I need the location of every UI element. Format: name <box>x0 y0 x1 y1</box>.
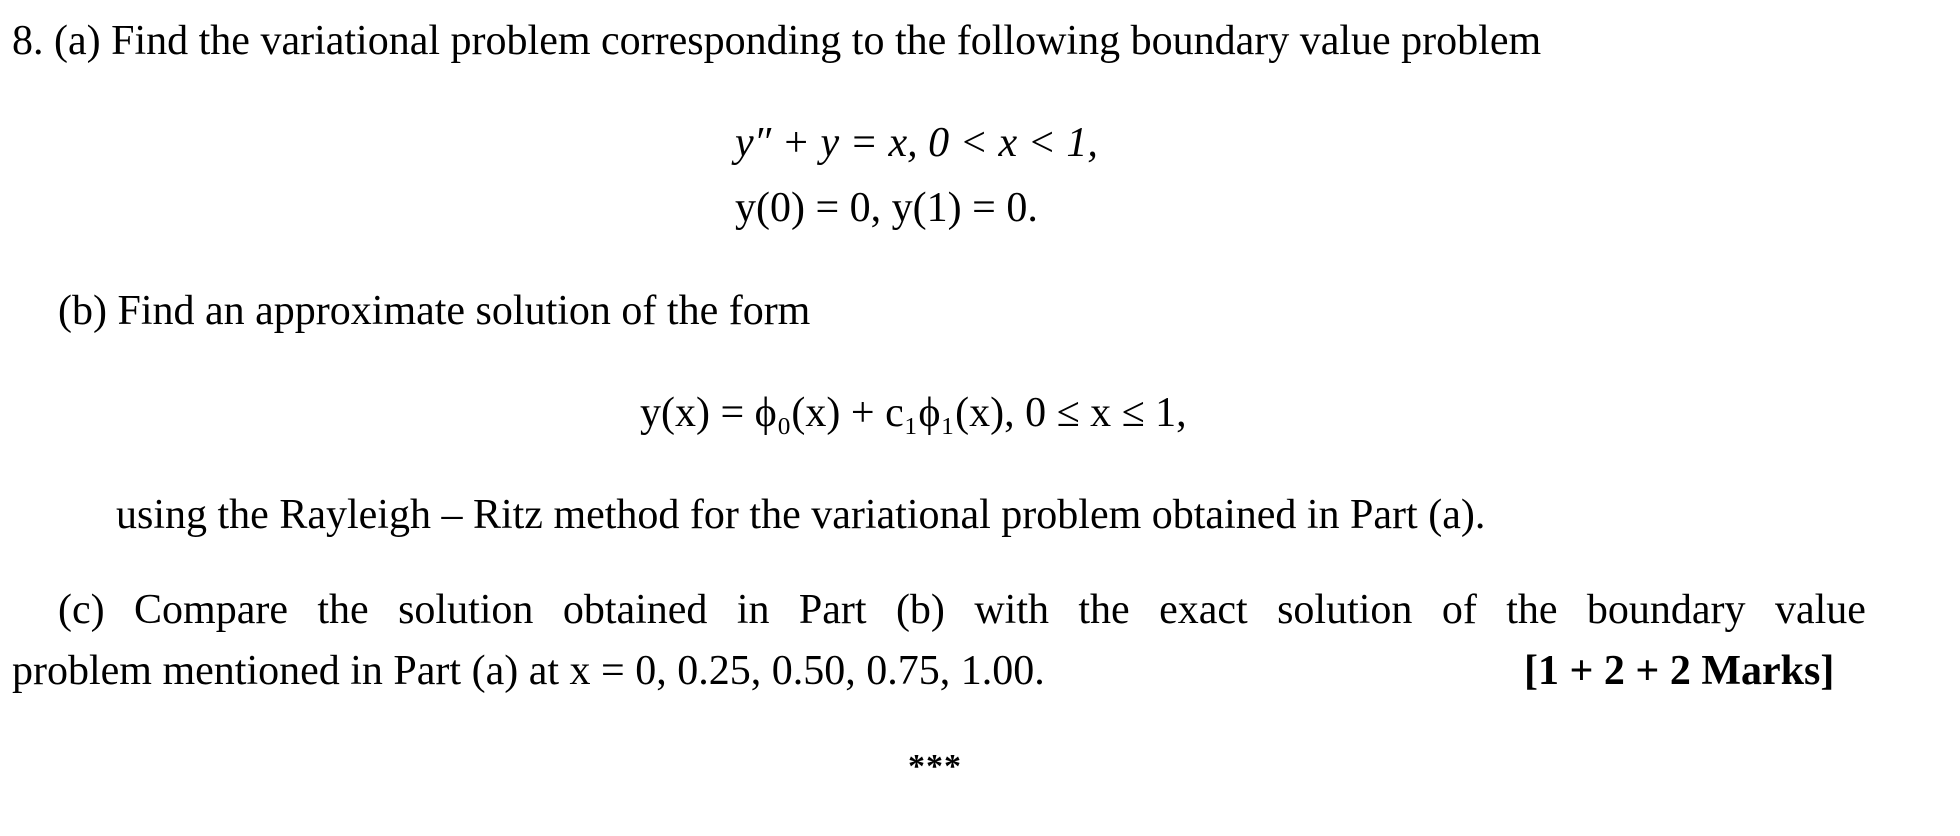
part-c-word: solution <box>1277 587 1413 633</box>
part-c-word: (b) <box>895 587 945 633</box>
part-c-word: in <box>736 587 770 633</box>
approx-solution-equation: y(x) = ϕ₀(x) + c₁ϕ₁(x), 0 ≤ x ≤ 1, <box>640 390 1187 436</box>
marks-label: [1 + 2 + 2 Marks] <box>1524 648 1835 694</box>
part-b-text: (b) Find an approximate solution of the form <box>58 288 811 334</box>
part-c-word: boundary <box>1586 587 1746 633</box>
end-marker: *** <box>908 748 962 785</box>
part-c-word: with <box>974 587 1049 633</box>
part-c-line-2: problem mentioned in Part (a) at x = 0, 0.25, 0.50, 0.75, 1.00. <box>12 648 1045 694</box>
part-c-word: the <box>317 587 369 633</box>
part-c-word: value <box>1774 587 1866 633</box>
bvp-equation-1: y″ + y = x, 0 < x < 1, <box>735 120 1098 166</box>
part-c-word: exact <box>1159 587 1248 633</box>
part-b-continued-text: using the Rayleigh – Ritz method for the variational problem obtained in Part (a). <box>116 492 1486 538</box>
bvp-equation-2: y(0) = 0, y(1) = 0. <box>735 185 1038 231</box>
part-c-line-1 <box>58 589 1866 631</box>
part-c-word: solution <box>398 587 534 633</box>
part-c-word: Part <box>798 587 867 633</box>
part-c-word: Compare <box>134 587 288 633</box>
part-c-word: obtained <box>562 587 708 633</box>
part-c-word: the <box>1078 587 1130 633</box>
part-c-word: of <box>1441 587 1477 633</box>
part-c-word: (c) <box>58 587 105 633</box>
part-a-text: 8. (a) Find the variational problem corresponding to the following boundary value problem <box>12 18 1542 64</box>
part-c-word: the <box>1506 587 1558 633</box>
